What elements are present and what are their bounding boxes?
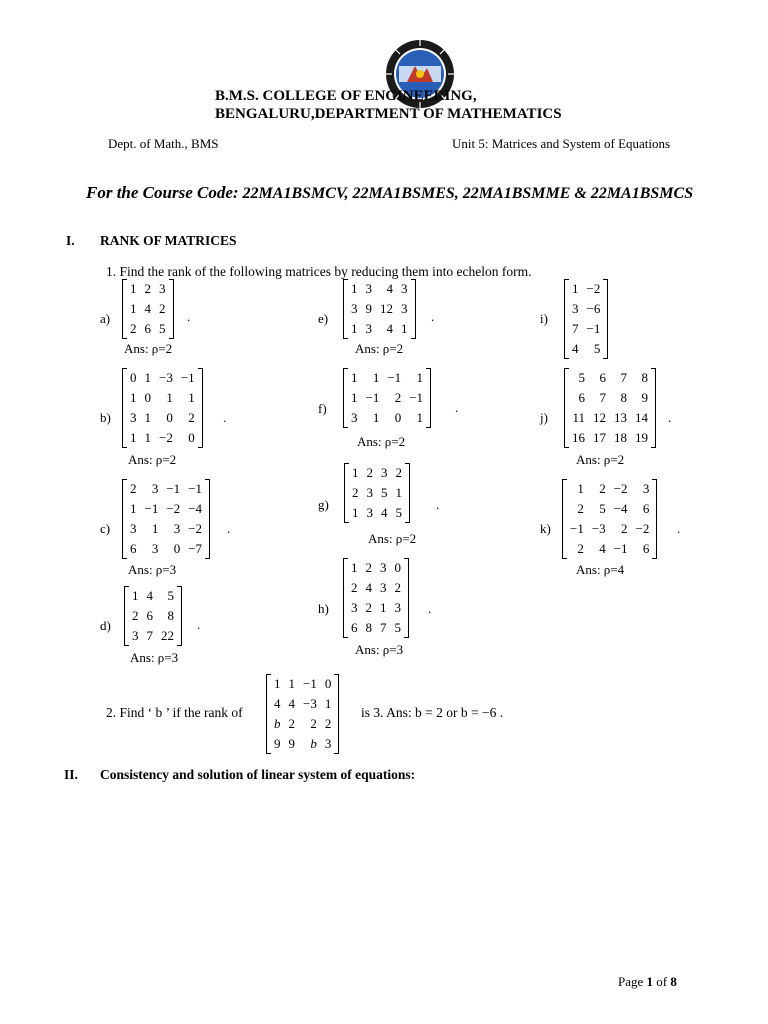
matrix-cell: 9	[365, 301, 372, 316]
matrix-cell: 1	[352, 465, 359, 480]
item-label: f)	[318, 401, 327, 416]
matrix-cell: 2	[599, 481, 606, 496]
page-number	[618, 974, 677, 990]
matrix-cell: 3	[351, 301, 358, 316]
matrix-cell: 3	[401, 301, 408, 316]
matrix-cell: 0	[394, 560, 401, 575]
section-number: I.	[66, 233, 75, 248]
matrix-cell: −1	[303, 676, 317, 691]
page-total: 8	[670, 974, 677, 989]
matrix-cell: −1	[613, 541, 628, 556]
matrix-cell: −6	[586, 301, 601, 316]
matrix-cell: 3	[130, 521, 137, 536]
matrix-cell: 1	[130, 390, 137, 405]
answer-c: Ans: ρ=3	[128, 562, 177, 577]
period: .	[436, 497, 440, 512]
matrix-cell: 1	[188, 390, 195, 405]
answer-g: Ans: ρ=2	[368, 531, 417, 546]
period: .	[431, 309, 435, 324]
item-label: g)	[318, 497, 329, 512]
item-label: j)	[540, 410, 548, 425]
matrix-cell: 5	[159, 321, 166, 336]
period: .	[223, 410, 227, 425]
matrix-cell: 7	[599, 390, 606, 405]
matrix-j	[564, 368, 656, 448]
matrix-cell: 2	[188, 410, 195, 425]
matrix-cell: −2	[188, 521, 203, 536]
matrix-cell: 19	[635, 430, 648, 445]
matrix-cell: 2	[365, 560, 372, 575]
matrix-cell: 14	[635, 410, 648, 425]
matrix-cell: 5	[381, 485, 388, 500]
matrix-cell: 2	[130, 321, 137, 336]
matrix-cell: 9	[288, 736, 295, 751]
matrix-cell: 2	[395, 465, 402, 480]
matrix-cell: 1	[372, 370, 380, 385]
matrix-cell: 4	[274, 696, 281, 711]
matrix-cell: 5	[578, 370, 585, 385]
matrix-cell: 1	[166, 390, 173, 405]
matrix-cell: 4	[386, 321, 393, 336]
matrix-cell: 2	[577, 541, 584, 556]
matrix-cell: 1	[144, 410, 151, 425]
period: .	[677, 521, 681, 536]
matrix-cell: 1	[151, 521, 159, 536]
matrix-cell: 2	[365, 600, 372, 615]
matrix-cell: 1	[288, 676, 295, 691]
matrix-cell: 12	[593, 410, 606, 425]
matrix-cell: 3	[365, 281, 372, 296]
answer-a: Ans: ρ=2	[124, 341, 173, 356]
matrix-cell: 7	[620, 370, 627, 385]
matrix-a	[122, 279, 174, 339]
matrix-cell: 1	[130, 430, 137, 445]
matrix-cell: −3	[159, 370, 173, 385]
matrix-i	[564, 279, 608, 359]
item-label: d)	[100, 618, 111, 633]
matrix-cell: 1	[351, 370, 358, 385]
section-number: II.	[64, 767, 78, 782]
matrix-cell: 9	[641, 390, 648, 405]
matrix-cell: 1	[395, 485, 402, 500]
matrix-cell: 2	[132, 608, 139, 623]
matrix-cell: 2	[324, 716, 332, 731]
matrix-cell: 1	[577, 481, 584, 496]
matrix-g	[344, 463, 410, 523]
matrix-cell: 9	[274, 736, 281, 751]
matrix-cell: 5	[593, 341, 601, 356]
matrix-cell: 0	[394, 410, 402, 425]
matrix-cell: 1	[351, 390, 358, 405]
matrix-cell: 3	[366, 505, 373, 520]
period: .	[428, 601, 432, 616]
matrix-cell: 1	[380, 600, 387, 615]
matrix-cell: 6	[599, 370, 606, 385]
matrix-cell: 5	[395, 505, 402, 520]
matrix-cell: −1	[180, 370, 195, 385]
matrix-cell: 0	[173, 541, 181, 556]
matrix-cell: 1	[572, 281, 579, 296]
matrix-d	[124, 586, 182, 646]
answer-h: Ans: ρ=3	[355, 642, 404, 657]
matrix-cell: b	[310, 736, 317, 751]
matrix-cell: 2	[288, 716, 295, 731]
matrix-cell: 3	[380, 560, 387, 575]
question-1: 1. Find the rank of the following matrices by reducing them into echelon form.	[106, 264, 532, 279]
period: .	[227, 521, 231, 536]
matrix-cell: 2	[366, 465, 373, 480]
item-label: c)	[100, 521, 111, 536]
matrix-cell: 16	[572, 430, 585, 445]
matrix-cell: 3	[159, 281, 166, 296]
matrix-cell: 2	[130, 481, 137, 496]
question-2: 2. Find ‘ b ’ if the rank of	[106, 705, 243, 720]
matrix-cell: 22	[161, 628, 174, 643]
matrix-cell: 1	[416, 410, 424, 425]
answer-d: Ans: ρ=3	[130, 650, 179, 665]
matrix-cell: 3	[365, 321, 372, 336]
matrix-cell: −2	[166, 501, 181, 516]
matrix-cell: b	[274, 716, 281, 731]
matrix-cell: 3	[151, 481, 159, 496]
matrix-cell: 1	[401, 321, 408, 336]
matrix-cell: 4	[599, 541, 606, 556]
matrix-cell: −1	[365, 390, 380, 405]
matrix-k	[562, 479, 657, 559]
page-prefix: Page	[618, 974, 647, 989]
matrix-cell: 4	[386, 281, 393, 296]
matrix-q2	[266, 674, 339, 754]
dept-label: Dept. of Math., BMS	[108, 136, 219, 151]
matrix-cell: 1	[130, 501, 137, 516]
matrix-cell: 4	[365, 580, 372, 595]
matrix-cell: 8	[365, 620, 372, 635]
matrix-cell: −1	[144, 501, 159, 516]
matrix-f	[343, 368, 431, 428]
item-label: k)	[540, 521, 551, 536]
matrix-cell: 0	[324, 676, 332, 691]
matrix-cell: 11	[572, 410, 585, 425]
matrix-cell: 3	[351, 600, 358, 615]
matrix-cell: 1	[274, 676, 281, 691]
matrix-cell: 1	[144, 370, 151, 385]
matrix-cell: 4	[288, 696, 295, 711]
question-2-answer: is 3. Ans: b = 2 or b = −6 .	[361, 705, 504, 720]
course-codes: 22MA1BSMCV, 22MA1BSMES, 22MA1BSMME & 22MA1BSMCS	[242, 185, 694, 202]
period: .	[455, 400, 459, 415]
matrix-cell: 1	[416, 370, 424, 385]
period: .	[197, 617, 201, 632]
matrix-cell: −1	[387, 370, 402, 385]
matrix-cell: 4	[146, 588, 153, 603]
matrix-cell: 1	[130, 281, 137, 296]
matrix-cell: 3	[394, 600, 401, 615]
matrix-cell: 2	[352, 485, 359, 500]
matrix-cell: 0	[144, 390, 151, 405]
matrix-b	[122, 368, 203, 448]
matrix-cell: 4	[144, 301, 151, 316]
matrix-cell: −1	[188, 481, 203, 496]
matrix-cell: 3	[151, 541, 159, 556]
matrix-cell: −4	[188, 501, 203, 516]
matrix-cell: 7	[572, 321, 579, 336]
matrix-cell: 3	[642, 481, 650, 496]
matrix-cell: −2	[586, 281, 601, 296]
matrix-cell: −2	[613, 481, 628, 496]
answer-b: Ans: ρ=2	[128, 452, 177, 467]
matrix-cell: 2	[394, 390, 402, 405]
item-label: e)	[318, 311, 329, 326]
matrix-cell: 2	[144, 281, 151, 296]
matrix-cell: 3	[351, 410, 358, 425]
matrix-cell: 3	[381, 465, 388, 480]
matrix-cell: 0	[188, 430, 195, 445]
period: .	[668, 410, 672, 425]
matrix-cell: 1	[351, 321, 358, 336]
matrix-cell: 6	[144, 321, 151, 336]
answer-e: Ans: ρ=2	[355, 341, 404, 356]
matrix-cell: −3	[303, 696, 317, 711]
matrix-cell: 8	[641, 370, 648, 385]
matrix-cell: 6	[130, 541, 137, 556]
matrix-cell: 1	[324, 696, 332, 711]
matrix-cell: 18	[614, 430, 627, 445]
answer-j: Ans: ρ=2	[576, 452, 625, 467]
item-label: b)	[100, 410, 111, 425]
matrix-cell: 1	[144, 430, 151, 445]
college-name: B.M.S. COLLEGE OF ENGINEERING,	[215, 88, 477, 104]
matrix-cell: 3	[572, 301, 579, 316]
matrix-cell: 1	[351, 560, 358, 575]
matrix-cell: −2	[159, 430, 173, 445]
matrix-cell: 8	[620, 390, 627, 405]
page-current: 1	[646, 974, 654, 989]
course-code-lead: For the Course Code:	[86, 183, 239, 202]
matrix-cell: 4	[572, 341, 579, 356]
matrix-cell: −3	[591, 521, 606, 536]
matrix-cell: 1	[132, 588, 139, 603]
matrix-cell: −2	[635, 521, 650, 536]
matrix-cell: 8	[167, 608, 174, 623]
matrix-cell: 3	[366, 485, 373, 500]
matrix-cell: −1	[409, 390, 424, 405]
matrix-cell: 7	[380, 620, 387, 635]
matrix-cell: 6	[578, 390, 585, 405]
matrix-cell: −7	[188, 541, 203, 556]
period: .	[187, 309, 191, 324]
matrix-cell: −1	[586, 321, 601, 336]
matrix-cell: 5	[167, 588, 174, 603]
answer-k: Ans: ρ=4	[576, 562, 625, 577]
course-code-line	[86, 183, 693, 203]
matrix-cell: 3	[380, 580, 387, 595]
matrix-cell: 6	[642, 501, 650, 516]
matrix-cell: 3	[132, 628, 139, 643]
matrix-cell: 1	[372, 410, 380, 425]
item-label: a)	[100, 311, 111, 326]
matrix-cell: −1	[570, 521, 584, 536]
matrix-cell: 13	[614, 410, 627, 425]
matrix-cell: −1	[166, 481, 181, 496]
matrix-cell: −4	[613, 501, 628, 516]
item-label: h)	[318, 601, 329, 616]
page-mid: of	[653, 974, 671, 989]
section-title: RANK OF MATRICES	[100, 233, 237, 248]
matrix-cell: 2	[159, 301, 166, 316]
matrix-cell: 2	[577, 501, 584, 516]
unit-label: Unit 5: Matrices and System of Equations	[452, 136, 671, 151]
matrix-cell: 5	[599, 501, 606, 516]
matrix-cell: 6	[642, 541, 650, 556]
matrix-cell: 1	[351, 281, 358, 296]
answer-f: Ans: ρ=2	[357, 434, 406, 449]
matrix-cell: 2	[351, 580, 358, 595]
matrix-cell: 6	[351, 620, 358, 635]
matrix-e	[343, 279, 416, 339]
matrix-cell: 0	[166, 410, 173, 425]
matrix-h	[343, 558, 409, 638]
matrix-cell: 1	[352, 505, 359, 520]
matrix-cell: 4	[381, 505, 388, 520]
matrix-cell: 2	[621, 521, 628, 536]
matrix-c	[122, 479, 210, 559]
matrix-cell: 5	[394, 620, 401, 635]
matrix-cell: 3	[401, 281, 408, 296]
matrix-cell: 3	[173, 521, 181, 536]
matrix-cell: 3	[324, 736, 332, 751]
matrix-cell: 2	[310, 716, 317, 731]
matrix-cell: 12	[380, 301, 393, 316]
matrix-cell: 0	[130, 370, 137, 385]
section-title: Consistency and solution of linear system of equations:	[100, 767, 416, 782]
matrix-cell: 6	[146, 608, 153, 623]
matrix-cell: 17	[593, 430, 606, 445]
matrix-cell: 3	[130, 410, 137, 425]
item-label: i)	[540, 311, 548, 326]
matrix-cell: 1	[130, 301, 137, 316]
matrix-cell: 2	[394, 580, 401, 595]
department-name: BENGALURU,DEPARTMENT OF MATHEMATICS	[215, 106, 562, 122]
matrix-cell: 7	[146, 628, 153, 643]
